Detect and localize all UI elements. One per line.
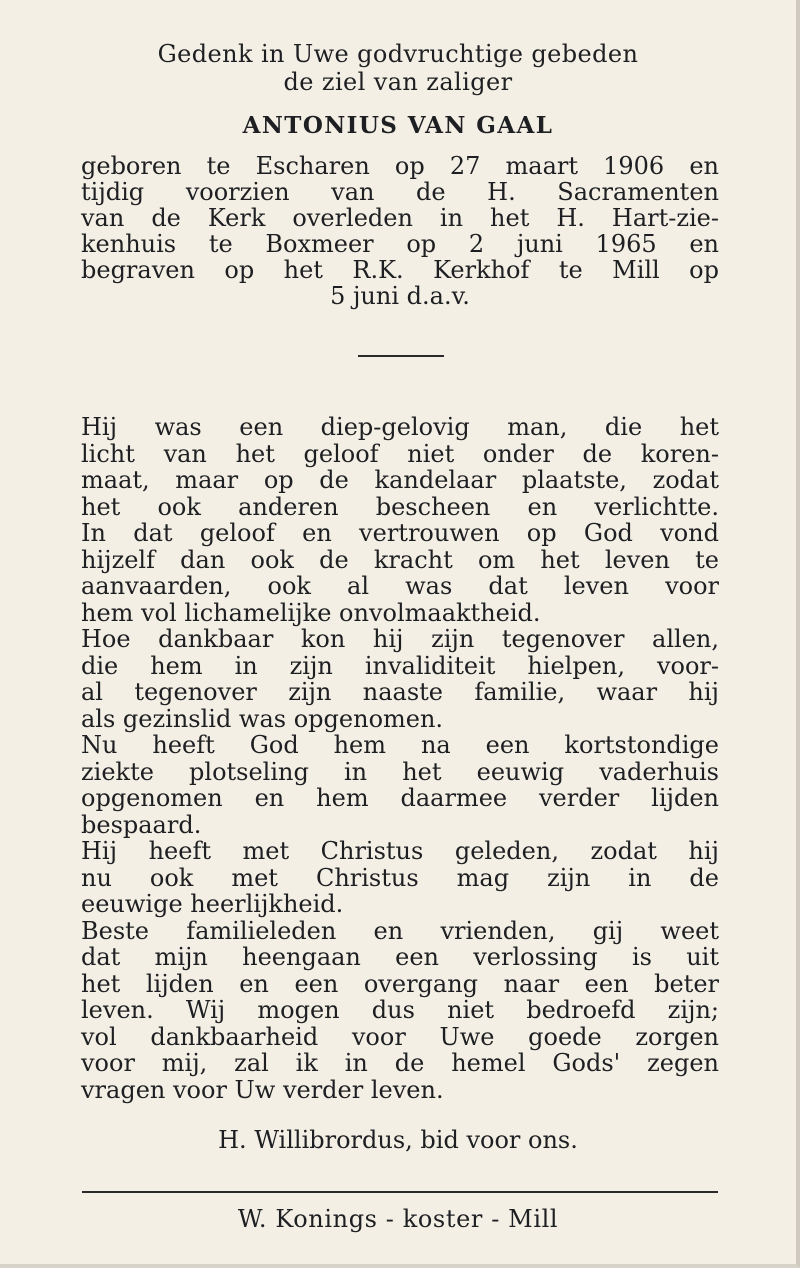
biography-line: van de Kerk overleden in het H. Hart-zie- [81, 204, 719, 232]
meditation-line: al tegenover zijn naaste familie, waar hij [81, 678, 719, 706]
biography-line: 5 juni d.a.v. [330, 282, 470, 310]
header-line-1: Gedenk in Uwe godvruchtige gebeden [157, 40, 639, 68]
short-divider [358, 355, 444, 357]
meditation-line: als gezinslid was opgenomen. [81, 704, 444, 733]
meditation-line: het lijden en een overgang naar een beter [81, 969, 719, 998]
meditation-line: opgenomen en hem daarmee verder lijden [81, 784, 719, 812]
meditation-line: hem vol lichamelijke onvolmaaktheid. [81, 598, 541, 627]
closing-prayer: H. Willibrordus, bid voor ons. [218, 1126, 578, 1154]
deceased-name: ANTONIUS VAN GAAL [242, 112, 554, 139]
meditation-line: Hoe dankbaar kon hij zijn tegenover allen, [81, 625, 719, 653]
meditation-line: maat, maar op de kandelaar plaatste, zodat [81, 466, 719, 494]
meditation-line: dat mijn heengaan een verlossing is uit [81, 943, 719, 971]
meditation-line: Nu heeft God hem na een kortstondige [81, 731, 719, 759]
meditation-line: In dat geloof en vertrouwen op God vond [81, 519, 719, 547]
meditation-line: Hij was een diep-gelovig man, die het [81, 413, 719, 441]
biography-line: kenhuis te Boxmeer op 2 juni 1965 en [81, 230, 719, 258]
meditation-line: voor mij, zal ik in de hemel Gods' zegen [81, 1049, 719, 1077]
footer-rule [82, 1191, 718, 1193]
meditation-line: het ook anderen bescheen en verlichtte. [81, 492, 719, 521]
printer-credit: W. Konings - koster - Mill [237, 1205, 559, 1233]
meditation-line: ziekte plotseling in het eeuwig vaderhuis [81, 757, 719, 786]
biography-line: begraven op het R.K. Kerkhof te Mill op [81, 256, 719, 284]
biography-line: geboren te Escharen op 27 maart 1906 en [81, 152, 719, 180]
meditation-line: Beste familieleden en vrienden, gij weet [81, 916, 719, 945]
meditation-line: vragen voor Uw verder leven. [81, 1075, 444, 1104]
meditation-line: Hij heeft met Christus geleden, zodat hij [81, 837, 719, 865]
biography-paragraph [81, 153, 719, 309]
biography-line: tijdig voorzien van de H. Sacramenten [81, 178, 719, 206]
meditation-line: licht van het geloof niet onder de koren- [81, 439, 719, 468]
meditation-line: hijzelf dan ook de kracht om het leven te [81, 545, 719, 574]
meditation-line: die hem in zijn invaliditeit hielpen, voor- [81, 651, 719, 680]
header-line-2: de ziel van zaliger [283, 68, 513, 96]
meditation-line: eeuwige heerlijkheid. [81, 890, 344, 918]
meditation-line: bespaard. [81, 810, 202, 839]
meditation-line: nu ook met Christus mag zijn in de [81, 863, 719, 892]
meditation-text [81, 414, 719, 1103]
meditation-line: leven. Wij mogen dus niet bedroefd zijn; [81, 996, 719, 1024]
meditation-line: aanvaarden, ook al was dat leven voor [81, 572, 719, 600]
meditation-line: vol dankbaarheid voor Uwe goede zorgen [81, 1022, 719, 1051]
